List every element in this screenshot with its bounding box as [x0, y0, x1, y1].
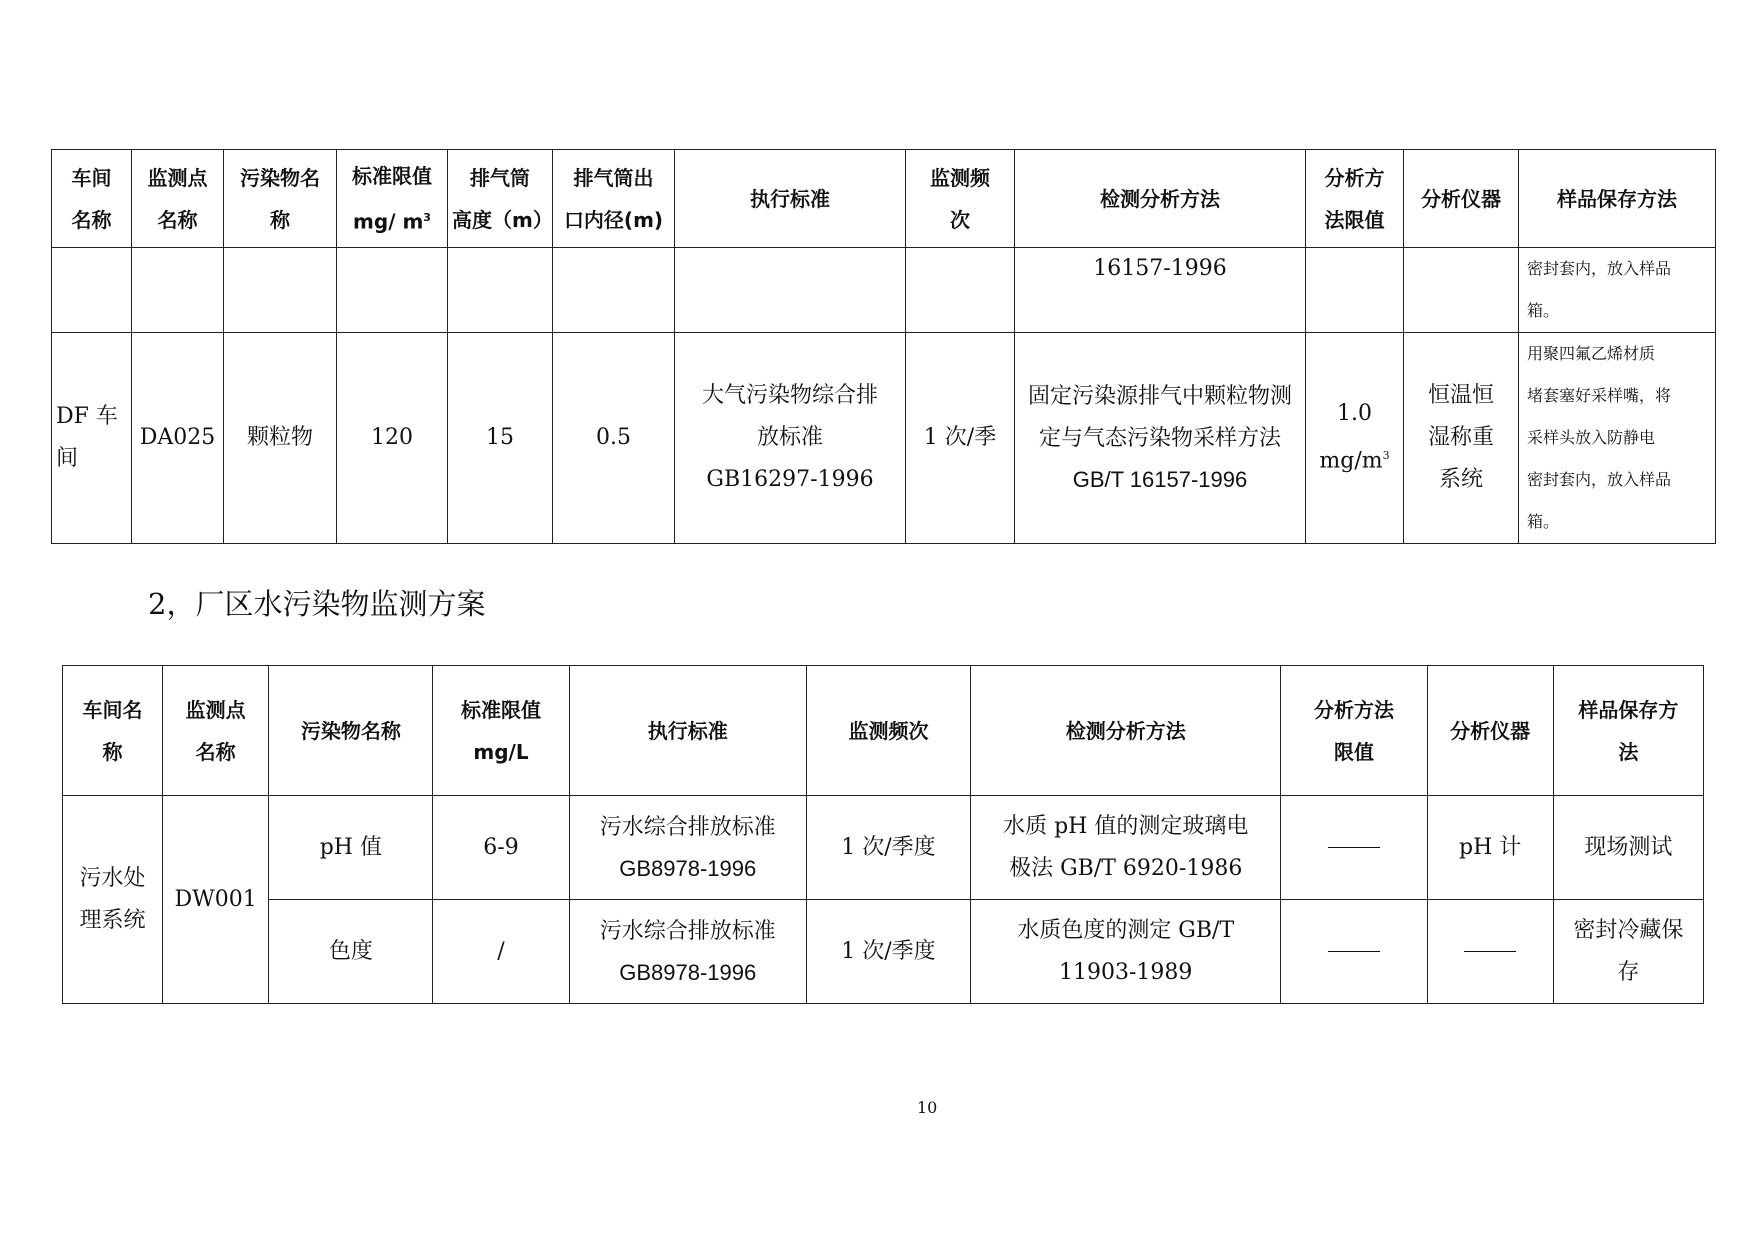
row-frequency: 1 次/季度	[806, 900, 970, 1004]
row-limit: 6-9	[433, 796, 569, 900]
water-monitoring-table	[62, 665, 1704, 1004]
row-limit: 120	[337, 333, 448, 544]
header-storage: 样品保存方 法	[1553, 666, 1703, 796]
table2-row-ph	[63, 796, 1704, 900]
row-method: 固定污染源排气中颗粒物测 定与气态污染物采样方法 GB/T 16157-1996	[1015, 333, 1306, 544]
row-diameter: 0.5	[553, 333, 675, 544]
section-heading: 2，厂区水污染物监测方案	[148, 587, 486, 621]
header-frequency: 监测频次	[806, 666, 970, 796]
header-instrument: 分析仪器	[1427, 666, 1553, 796]
header-point: 监测点 名称	[163, 666, 269, 796]
row-standard: 污水综合排放标准 GB8978-1996	[569, 900, 806, 1004]
row-pollutant: 色度	[269, 900, 433, 1004]
header-frequency: 监测频 次	[906, 150, 1015, 248]
cont-method: 16157-1996	[1015, 248, 1306, 333]
header-workshop: 车间 名称	[52, 150, 132, 248]
header-point: 监测点 名称	[132, 150, 224, 248]
dash-mark	[1328, 847, 1380, 848]
row-method: 水质色度的测定 GB/T 11903-1989	[971, 900, 1281, 1004]
row-instrument: 恒温恒 湿称重 系统	[1404, 333, 1519, 544]
header-stack-diameter: 排气筒出 口内径(m)	[553, 150, 675, 248]
header-pollutant: 污染物名称	[269, 666, 433, 796]
row-pollutant: 颗粒物	[224, 333, 337, 544]
dash-mark	[1464, 951, 1516, 952]
row-method-limit	[1281, 796, 1427, 900]
row-frequency: 1 次/季	[906, 333, 1015, 544]
row-limit: /	[433, 900, 569, 1004]
header-standard: 执行标准	[675, 150, 906, 248]
header-method: 检测分析方法	[1015, 150, 1306, 248]
header-method-limit: 分析方法 限值	[1281, 666, 1427, 796]
page-number: 10	[917, 1098, 938, 1117]
row-frequency: 1 次/季度	[806, 796, 970, 900]
row-point: DA025	[132, 333, 224, 544]
header-method-limit: 分析方 法限值	[1306, 150, 1404, 248]
row-standard: 污水综合排放标准 GB8978-1996	[569, 796, 806, 900]
air-monitoring-table	[51, 149, 1716, 544]
table2-header-row	[63, 666, 1704, 796]
table2-row-color	[63, 900, 1704, 1004]
header-stack-height: 排气筒 高度（m）	[448, 150, 553, 248]
table1-continuation-row	[52, 248, 1716, 333]
row-pollutant: pH 值	[269, 796, 433, 900]
table1-header-row	[52, 150, 1716, 248]
row-workshop: 污水处 理系统	[63, 796, 163, 1004]
row-storage: 密封冷藏保 存	[1553, 900, 1703, 1004]
header-method: 检测分析方法	[971, 666, 1281, 796]
row-instrument: pH 计	[1427, 796, 1553, 900]
row-method-limit	[1281, 900, 1427, 1004]
row-method-limit: 1.0 $mg/m^3$	[1306, 333, 1404, 544]
row-instrument	[1427, 900, 1553, 1004]
row-storage: 现场测试	[1553, 796, 1703, 900]
row-workshop: DF 车 间	[52, 333, 132, 544]
header-pollutant: 污染物名 称	[224, 150, 337, 248]
dash-mark	[1328, 951, 1380, 952]
header-instrument: 分析仪器	[1404, 150, 1519, 248]
row-height: 15	[448, 333, 553, 544]
header-standard: 执行标准	[569, 666, 806, 796]
header-limit: 标准限值 mg/ $m^3$	[337, 150, 448, 248]
row-standard: 大气污染物综合排 放标准 GB16297-1996	[675, 333, 906, 544]
table1-row-da025	[52, 333, 1716, 544]
header-limit: 标准限值 mg/L	[433, 666, 569, 796]
row-method: 水质 pH 值的测定玻璃电 极法 GB/T 6920-1986	[971, 796, 1281, 900]
row-storage: 用聚四氟乙烯材质 堵套塞好采样嘴，将 采样头放入防静电 密封套内，放入样品 箱。	[1519, 333, 1716, 544]
row-point: DW001	[163, 796, 269, 1004]
header-workshop: 车间名 称	[63, 666, 163, 796]
header-storage: 样品保存方法	[1519, 150, 1716, 248]
cont-storage: 密封套内，放入样品 箱。	[1519, 248, 1716, 333]
